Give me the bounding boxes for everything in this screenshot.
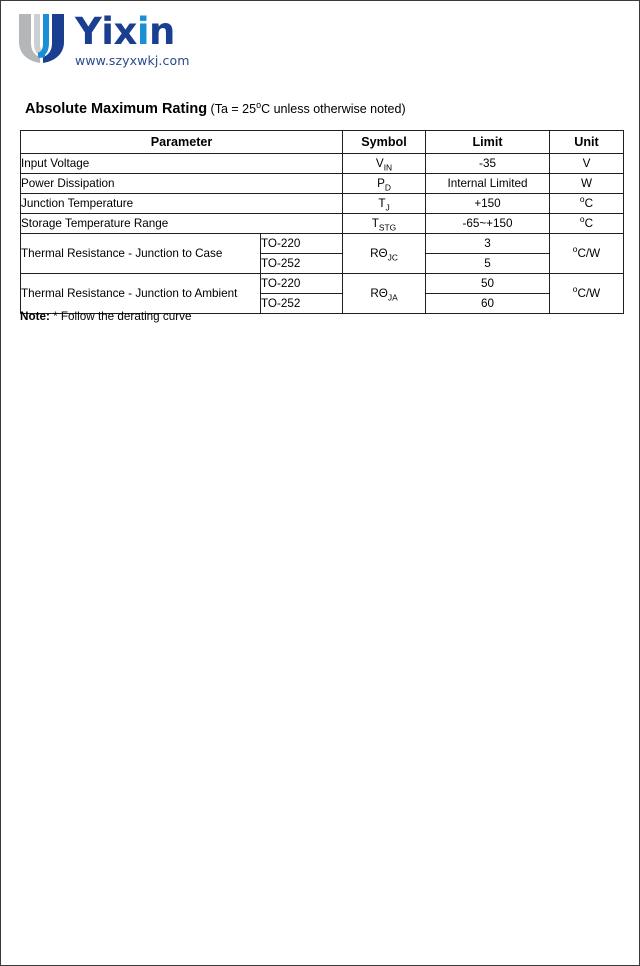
row-limit: -35 xyxy=(426,154,550,174)
row-parameter: Input Voltage xyxy=(21,154,343,174)
header-symbol: Symbol xyxy=(343,131,426,154)
row-symbol xyxy=(343,214,426,234)
row-symbol xyxy=(343,274,426,314)
symbol-base: RΘ xyxy=(370,247,388,260)
table-row xyxy=(21,214,624,234)
symbol-subscript: IN xyxy=(383,162,393,173)
symbol-base: RΘ xyxy=(370,287,388,300)
header-limit: Limit xyxy=(426,131,550,154)
degree-symbol: o xyxy=(256,99,262,110)
symbol-subscript: D xyxy=(384,182,391,193)
row-limit: 60 xyxy=(426,294,550,314)
symbol-base: V xyxy=(375,157,384,170)
section-title-main: Absolute Maximum Rating xyxy=(25,101,208,117)
row-unit: W xyxy=(550,174,624,194)
brand-part-2: i xyxy=(136,10,150,53)
note-text: * Follow the derating curve xyxy=(49,310,192,323)
row-symbol xyxy=(343,234,426,274)
table-row xyxy=(21,174,624,194)
section-title xyxy=(25,100,406,118)
header-parameter: Parameter xyxy=(21,131,343,154)
section-title-condition xyxy=(207,99,406,116)
row-unit xyxy=(550,214,624,234)
row-unit xyxy=(550,194,624,214)
degree-symbol: o xyxy=(572,284,578,295)
brand-part-3: n xyxy=(149,10,175,53)
brand-name xyxy=(75,12,189,52)
table-row xyxy=(21,194,624,214)
symbol-subscript: JA xyxy=(387,292,398,303)
unit-text: C xyxy=(584,197,594,210)
condition-pre: (Ta = 25 xyxy=(207,102,257,116)
row-limit: +150 xyxy=(426,194,550,214)
note-label: Note: xyxy=(20,310,50,323)
row-limit: 5 xyxy=(426,254,550,274)
row-limit: Internal Limited xyxy=(426,174,550,194)
table-note xyxy=(20,309,192,325)
brand-part-1: Yix xyxy=(75,10,137,53)
row-parameter: Thermal Resistance - Junction to Ambient xyxy=(21,274,261,314)
row-package: TO-252 xyxy=(261,294,343,314)
absolute-maximum-rating-table xyxy=(20,130,624,314)
row-package: TO-220 xyxy=(261,274,343,294)
header-unit: Unit xyxy=(550,131,624,154)
row-unit: V xyxy=(550,154,624,174)
table-header-row xyxy=(21,131,624,154)
table-row xyxy=(21,234,624,254)
row-parameter: Junction Temperature xyxy=(21,194,343,214)
unit-text: C/W xyxy=(577,247,601,260)
row-parameter: Thermal Resistance - Junction to Case xyxy=(21,234,261,274)
row-limit: -65~+150 xyxy=(426,214,550,234)
row-limit: 50 xyxy=(426,274,550,294)
degree-symbol: o xyxy=(579,194,585,205)
row-package: TO-220 xyxy=(261,234,343,254)
yixin-u-mark-icon xyxy=(13,10,69,66)
symbol-subscript: STG xyxy=(378,222,397,233)
unit-text: C xyxy=(584,217,594,230)
row-package: TO-252 xyxy=(261,254,343,274)
row-unit xyxy=(550,274,624,314)
symbol-base: T xyxy=(378,197,386,210)
degree-symbol: o xyxy=(572,244,578,255)
brand-url: www.szyxwkj.com xyxy=(75,53,190,68)
unit-text: C/W xyxy=(577,287,601,300)
row-unit xyxy=(550,234,624,274)
row-symbol xyxy=(343,154,426,174)
symbol-subscript: JC xyxy=(387,252,398,263)
condition-post: C unless otherwise noted) xyxy=(261,102,406,116)
row-limit: 3 xyxy=(426,234,550,254)
row-symbol xyxy=(343,194,426,214)
row-symbol xyxy=(343,174,426,194)
symbol-base: T xyxy=(371,217,379,230)
symbol-base: P xyxy=(377,177,385,190)
table-row xyxy=(21,274,624,294)
table-row xyxy=(21,154,624,174)
logo-text-block xyxy=(75,10,189,69)
absolute-maximum-rating-table-wrap xyxy=(20,130,623,314)
degree-symbol: o xyxy=(579,214,585,225)
page-header xyxy=(13,10,189,74)
row-parameter: Storage Temperature Range xyxy=(21,214,343,234)
symbol-subscript: J xyxy=(385,202,390,213)
row-parameter: Power Dissipation xyxy=(21,174,343,194)
